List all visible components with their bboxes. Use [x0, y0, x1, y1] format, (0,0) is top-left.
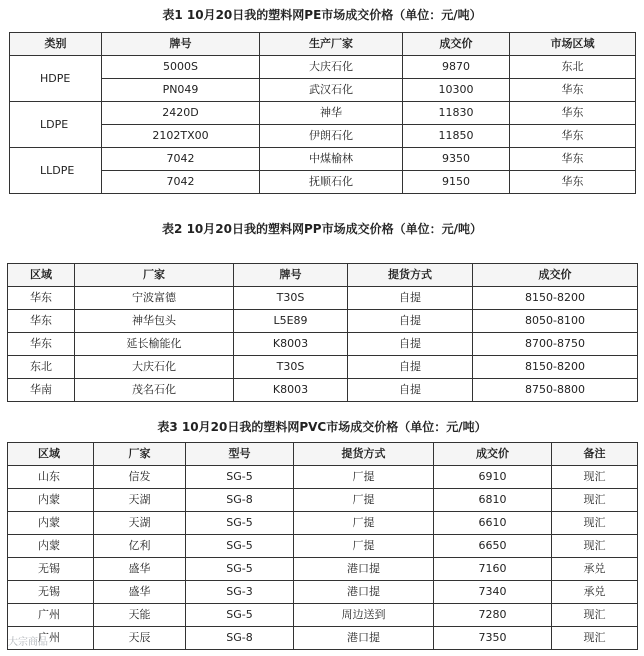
table-header-row	[8, 264, 638, 287]
maker-cell: 神华包头	[75, 310, 234, 333]
table-header-row	[10, 33, 636, 56]
pe-price-table	[9, 32, 636, 194]
region-cell: 内蒙	[8, 535, 94, 558]
region-cell: 无锡	[8, 558, 94, 581]
table1-title: 表1 10月20日我的塑料网PE市场成交价格（单位：元/吨）	[162, 8, 482, 22]
pp-table-body	[8, 287, 638, 402]
header-price: 成交价	[434, 443, 552, 466]
region-cell: 广州	[8, 604, 94, 627]
grade-cell: 2420D	[102, 102, 260, 125]
table-row	[8, 627, 638, 650]
pickup-cell: 港口提	[294, 627, 434, 650]
maker-cell: 天辰	[94, 627, 186, 650]
price-cell: 9150	[403, 171, 510, 194]
pickup-cell: 厂提	[294, 466, 434, 489]
pickup-cell: 厂提	[294, 489, 434, 512]
note-cell: 现汇	[552, 604, 638, 627]
model-cell: SG-8	[186, 489, 294, 512]
note-cell: 现汇	[552, 627, 638, 650]
region-cell: 无锡	[8, 581, 94, 604]
pickup-cell: 厂提	[294, 512, 434, 535]
table-row	[8, 333, 638, 356]
region-cell: 华东	[510, 125, 636, 148]
model-cell: SG-3	[186, 581, 294, 604]
price-cell: 8050-8100	[473, 310, 638, 333]
table3-title: 表3 10月20日我的塑料网PVC市场成交价格（单位：元/吨）	[157, 420, 487, 434]
category-cell: LLDPE	[10, 148, 102, 194]
table-row	[8, 379, 638, 402]
header-grade: 牌号	[234, 264, 348, 287]
note-cell: 现汇	[552, 512, 638, 535]
pickup-cell: 自提	[348, 379, 473, 402]
note-cell: 承兑	[552, 558, 638, 581]
grade-cell: 7042	[102, 148, 260, 171]
price-cell: 8700-8750	[473, 333, 638, 356]
category-cell: LDPE	[10, 102, 102, 148]
header-region: 区域	[8, 443, 94, 466]
price-cell: 9870	[403, 56, 510, 79]
pickup-cell: 自提	[348, 310, 473, 333]
price-cell: 7350	[434, 627, 552, 650]
region-cell: 华东	[510, 148, 636, 171]
maker-cell: 中煤榆林	[260, 148, 403, 171]
grade-cell: T30S	[234, 287, 348, 310]
maker-cell: 茂名石化	[75, 379, 234, 402]
pvc-price-table	[7, 442, 638, 650]
table-row	[8, 287, 638, 310]
note-cell: 现汇	[552, 466, 638, 489]
region-cell: 内蒙	[8, 512, 94, 535]
price-cell: 7340	[434, 581, 552, 604]
maker-cell: 延长榆能化	[75, 333, 234, 356]
price-cell: 6910	[434, 466, 552, 489]
note-cell: 现汇	[552, 489, 638, 512]
grade-cell: L5E89	[234, 310, 348, 333]
header-pickup: 提货方式	[294, 443, 434, 466]
price-cell: 11850	[403, 125, 510, 148]
table2-title: 表2 10月20日我的塑料网PP市场成交价格（单位：元/吨）	[162, 222, 482, 236]
grade-cell: 7042	[102, 171, 260, 194]
header-maker: 厂家	[75, 264, 234, 287]
maker-cell: 宁波富德	[75, 287, 234, 310]
table-header-row	[8, 443, 638, 466]
header-category: 类别	[10, 33, 102, 56]
maker-cell: 天能	[94, 604, 186, 627]
model-cell: SG-5	[186, 512, 294, 535]
header-price: 成交价	[403, 33, 510, 56]
maker-cell: 神华	[260, 102, 403, 125]
price-cell: 10300	[403, 79, 510, 102]
maker-cell: 武汉石化	[260, 79, 403, 102]
region-cell: 东北	[8, 356, 75, 379]
maker-cell: 抚顺石化	[260, 171, 403, 194]
table-row	[10, 56, 636, 79]
header-maker: 厂家	[94, 443, 186, 466]
header-region: 区域	[8, 264, 75, 287]
table-row	[8, 581, 638, 604]
region-cell: 广州	[8, 627, 94, 650]
price-cell: 8150-8200	[473, 287, 638, 310]
maker-cell: 亿利	[94, 535, 186, 558]
price-cell: 6650	[434, 535, 552, 558]
table-row	[8, 466, 638, 489]
table-row	[10, 79, 636, 102]
header-note: 备注	[552, 443, 638, 466]
pp-price-table	[7, 263, 638, 402]
header-pickup: 提货方式	[348, 264, 473, 287]
note-cell: 现汇	[552, 535, 638, 558]
maker-cell: 盛华	[94, 581, 186, 604]
grade-cell: K8003	[234, 379, 348, 402]
table-row	[8, 604, 638, 627]
model-cell: SG-5	[186, 558, 294, 581]
price-cell: 8150-8200	[473, 356, 638, 379]
region-cell: 华南	[8, 379, 75, 402]
pickup-cell: 周边送到	[294, 604, 434, 627]
table-row	[10, 125, 636, 148]
header-maker: 生产厂家	[260, 33, 403, 56]
model-cell: SG-5	[186, 535, 294, 558]
pickup-cell: 厂提	[294, 535, 434, 558]
pickup-cell: 自提	[348, 333, 473, 356]
grade-cell: PN049	[102, 79, 260, 102]
table-row	[8, 512, 638, 535]
table-row	[8, 535, 638, 558]
model-cell: SG-5	[186, 466, 294, 489]
table-row	[10, 171, 636, 194]
price-cell: 8750-8800	[473, 379, 638, 402]
region-cell: 东北	[510, 56, 636, 79]
region-cell: 内蒙	[8, 489, 94, 512]
header-region: 市场区域	[510, 33, 636, 56]
grade-cell: K8003	[234, 333, 348, 356]
table-row	[8, 558, 638, 581]
region-cell: 华东	[510, 102, 636, 125]
header-price: 成交价	[473, 264, 638, 287]
category-cell: HDPE	[10, 56, 102, 102]
maker-cell: 信发	[94, 466, 186, 489]
price-cell: 7280	[434, 604, 552, 627]
note-cell: 承兑	[552, 581, 638, 604]
grade-cell: T30S	[234, 356, 348, 379]
pvc-table-body	[8, 466, 638, 650]
pickup-cell: 自提	[348, 356, 473, 379]
price-cell: 6610	[434, 512, 552, 535]
header-model: 型号	[186, 443, 294, 466]
maker-cell: 大庆石化	[260, 56, 403, 79]
pickup-cell: 港口提	[294, 558, 434, 581]
table-row	[8, 310, 638, 333]
pickup-cell: 港口提	[294, 581, 434, 604]
table-row	[10, 148, 636, 171]
watermark: 大宗商品	[8, 637, 48, 648]
maker-cell: 天湖	[94, 489, 186, 512]
price-cell: 9350	[403, 148, 510, 171]
maker-cell: 盛华	[94, 558, 186, 581]
price-cell: 6810	[434, 489, 552, 512]
table-row	[8, 356, 638, 379]
price-cell: 7160	[434, 558, 552, 581]
header-grade: 牌号	[102, 33, 260, 56]
region-cell: 华东	[8, 310, 75, 333]
price-cell: 11830	[403, 102, 510, 125]
model-cell: SG-5	[186, 604, 294, 627]
grade-cell: 2102TX00	[102, 125, 260, 148]
region-cell: 华东	[510, 79, 636, 102]
grade-cell: 5000S	[102, 56, 260, 79]
maker-cell: 大庆石化	[75, 356, 234, 379]
region-cell: 华东	[8, 333, 75, 356]
model-cell: SG-8	[186, 627, 294, 650]
region-cell: 华东	[510, 171, 636, 194]
maker-cell: 天湖	[94, 512, 186, 535]
maker-cell: 伊朗石化	[260, 125, 403, 148]
region-cell: 华东	[8, 287, 75, 310]
table-row	[10, 102, 636, 125]
table-row	[8, 489, 638, 512]
region-cell: 山东	[8, 466, 94, 489]
pickup-cell: 自提	[348, 287, 473, 310]
